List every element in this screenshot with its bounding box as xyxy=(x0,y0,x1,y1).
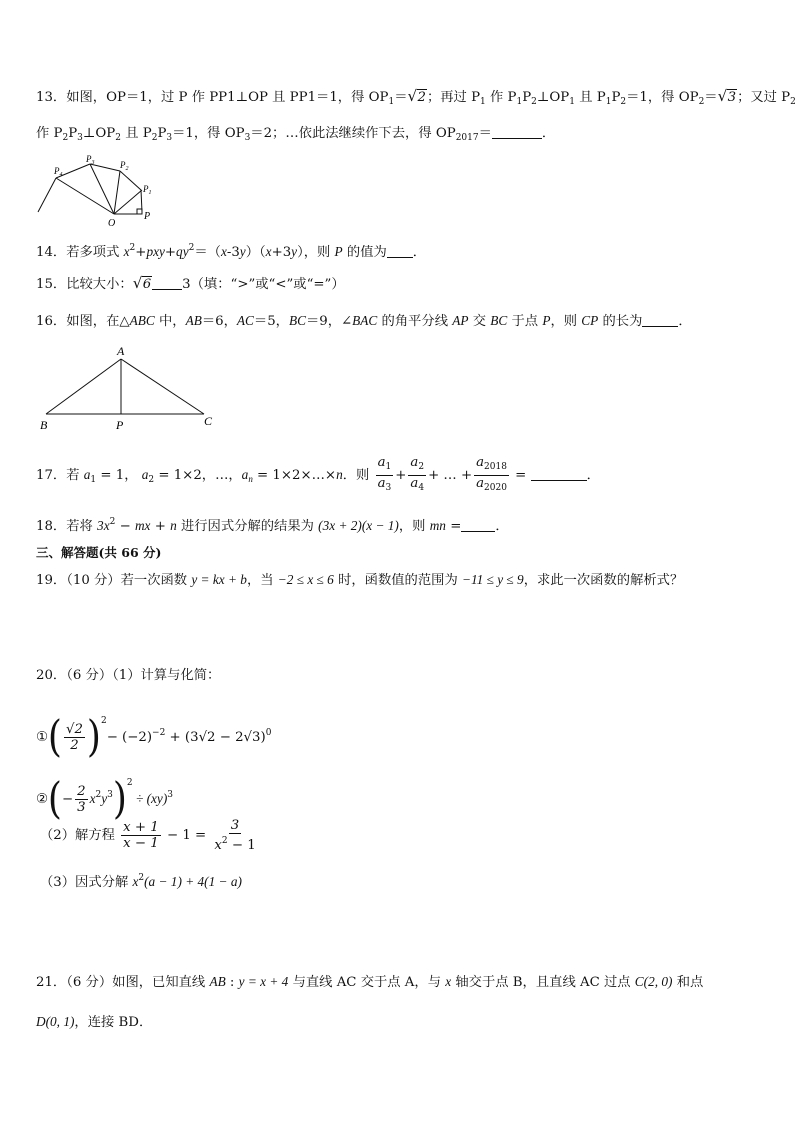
q20-part-2: （2）解方程 $\frac{x + 1}{x - 1}$ − 1 = $\frac{3}{x^2 - 1}$ xyxy=(40,818,256,853)
fig16-label-c: C xyxy=(204,414,213,428)
q13-spiral-figure xyxy=(34,152,164,228)
q18-text: 18．若将 $3x^2$ − mx + n 进行因式分解的结果为 (3x + 2)(x − 1)，则 mn = ． xyxy=(36,517,509,534)
q19-text: 19．（10 分）若一次函数 y = kx + b，当 −2 ≤ x ≤ 6 时，函数值的范围为 −11 ≤ y ≤ 9，求此一次函数的解析式？ xyxy=(36,572,684,588)
q13-line1: 13．如图，OP＝1，过 P 作 PP1⊥OP 且 PP1＝1，得 $OP_1=√$ 2；再过 $P_1$ 作 $P_1P_2\perp OP_1$ 且 $P_1P_2=1$，得 $OP_2=√$ 3；又过 $P_2$ xyxy=(36,88,796,112)
fig16-label-p: P xyxy=(116,418,124,432)
q16-text: 16．如图，在△ABC 中，AB＝6，AC＝5，BC＝9，∠BAC 的角平分线 AP 交 BC 于点 P，则 CP 的长为 ． xyxy=(36,313,692,329)
q17-frac-1: $\frac{a_1}{a_3}$ xyxy=(377,455,392,493)
q18-answer-blank[interactable] xyxy=(461,517,495,532)
fig13-label-p2: $P_2$ xyxy=(120,160,129,172)
q17-frac-2: $\frac{a_2}{a_4}$ xyxy=(410,455,425,493)
q14-text: 14．若多项式 $x^2+pxy+qy^2=(x-3y)(x+3y)$，则 P 的值为 ． xyxy=(36,243,427,260)
q15-answer-blank[interactable] xyxy=(152,275,182,290)
q13-line2: 作 $P_2P_3\perp OP_2$ 且 $P_2P_3=1$，得 $OP_3=2$；…依此法继续作下去，得 $OP_{2017}=$ ． xyxy=(36,126,556,143)
fig16-label-a: A xyxy=(117,344,125,358)
q17-frac-3: $\frac{a_{2018}}{a_{2020}}$ xyxy=(476,455,507,493)
q20-heading: 20．（6 分）（1）计算与化简： xyxy=(36,668,221,683)
fig13-label-p: P xyxy=(144,211,151,222)
q21-line2: D(0, 1)，连接 BD． xyxy=(36,1014,153,1030)
q14-answer-blank[interactable] xyxy=(387,243,413,258)
q21-line1: 21．（6 分）如图，已知直线 AB : y = x + 4 与直线 AC 交于点 A，与 x 轴交于点 B，且直线 AC 过点 C(2, 0) 和点 xyxy=(36,974,704,990)
q20-item-1: ①( $\frac{√2}{2}$ )$^2- (-2)^{-2} + (3√2 - 2√3)^0$ xyxy=(36,712,272,762)
fig16-label-b: B xyxy=(40,418,48,432)
q20-item-2: ②(− $\frac{2}{3}$ $x^2y^3)^2 \div (xy)^3$ xyxy=(36,774,173,824)
q15-text: 15．比较大小：√ 6 3（填：“>”或“<”或“=”） xyxy=(36,275,345,295)
q17-text: 17．若 $a_1 = 1$， $a_2 = 1\times 2$，…，$a_n$ = 1×2×…×n．则 $\frac{a_1}{a_3}$ + $\frac{a_2}{a_4}$ + … + $\frac{a_{2018}}{a_{2020}}$ = ． xyxy=(36,455,600,499)
fig13-label-o: O xyxy=(108,218,116,229)
section-3-heading: 三、解答题(共 66 分) xyxy=(36,545,162,560)
q16-answer-blank[interactable] xyxy=(642,312,678,327)
q20-part-3: （3）因式分解 $x^2(a - 1) + 4(1 - a)$ xyxy=(40,873,242,890)
q17-answer-blank[interactable] xyxy=(531,466,587,481)
fig13-label-p4: $P_4$ xyxy=(54,166,63,178)
q13-answer-blank[interactable] xyxy=(492,124,542,139)
fig13-label-p3: $P_3$ xyxy=(86,154,95,166)
q16-triangle-figure xyxy=(36,342,226,432)
fig13-label-p1: $P_1$ xyxy=(143,184,152,196)
